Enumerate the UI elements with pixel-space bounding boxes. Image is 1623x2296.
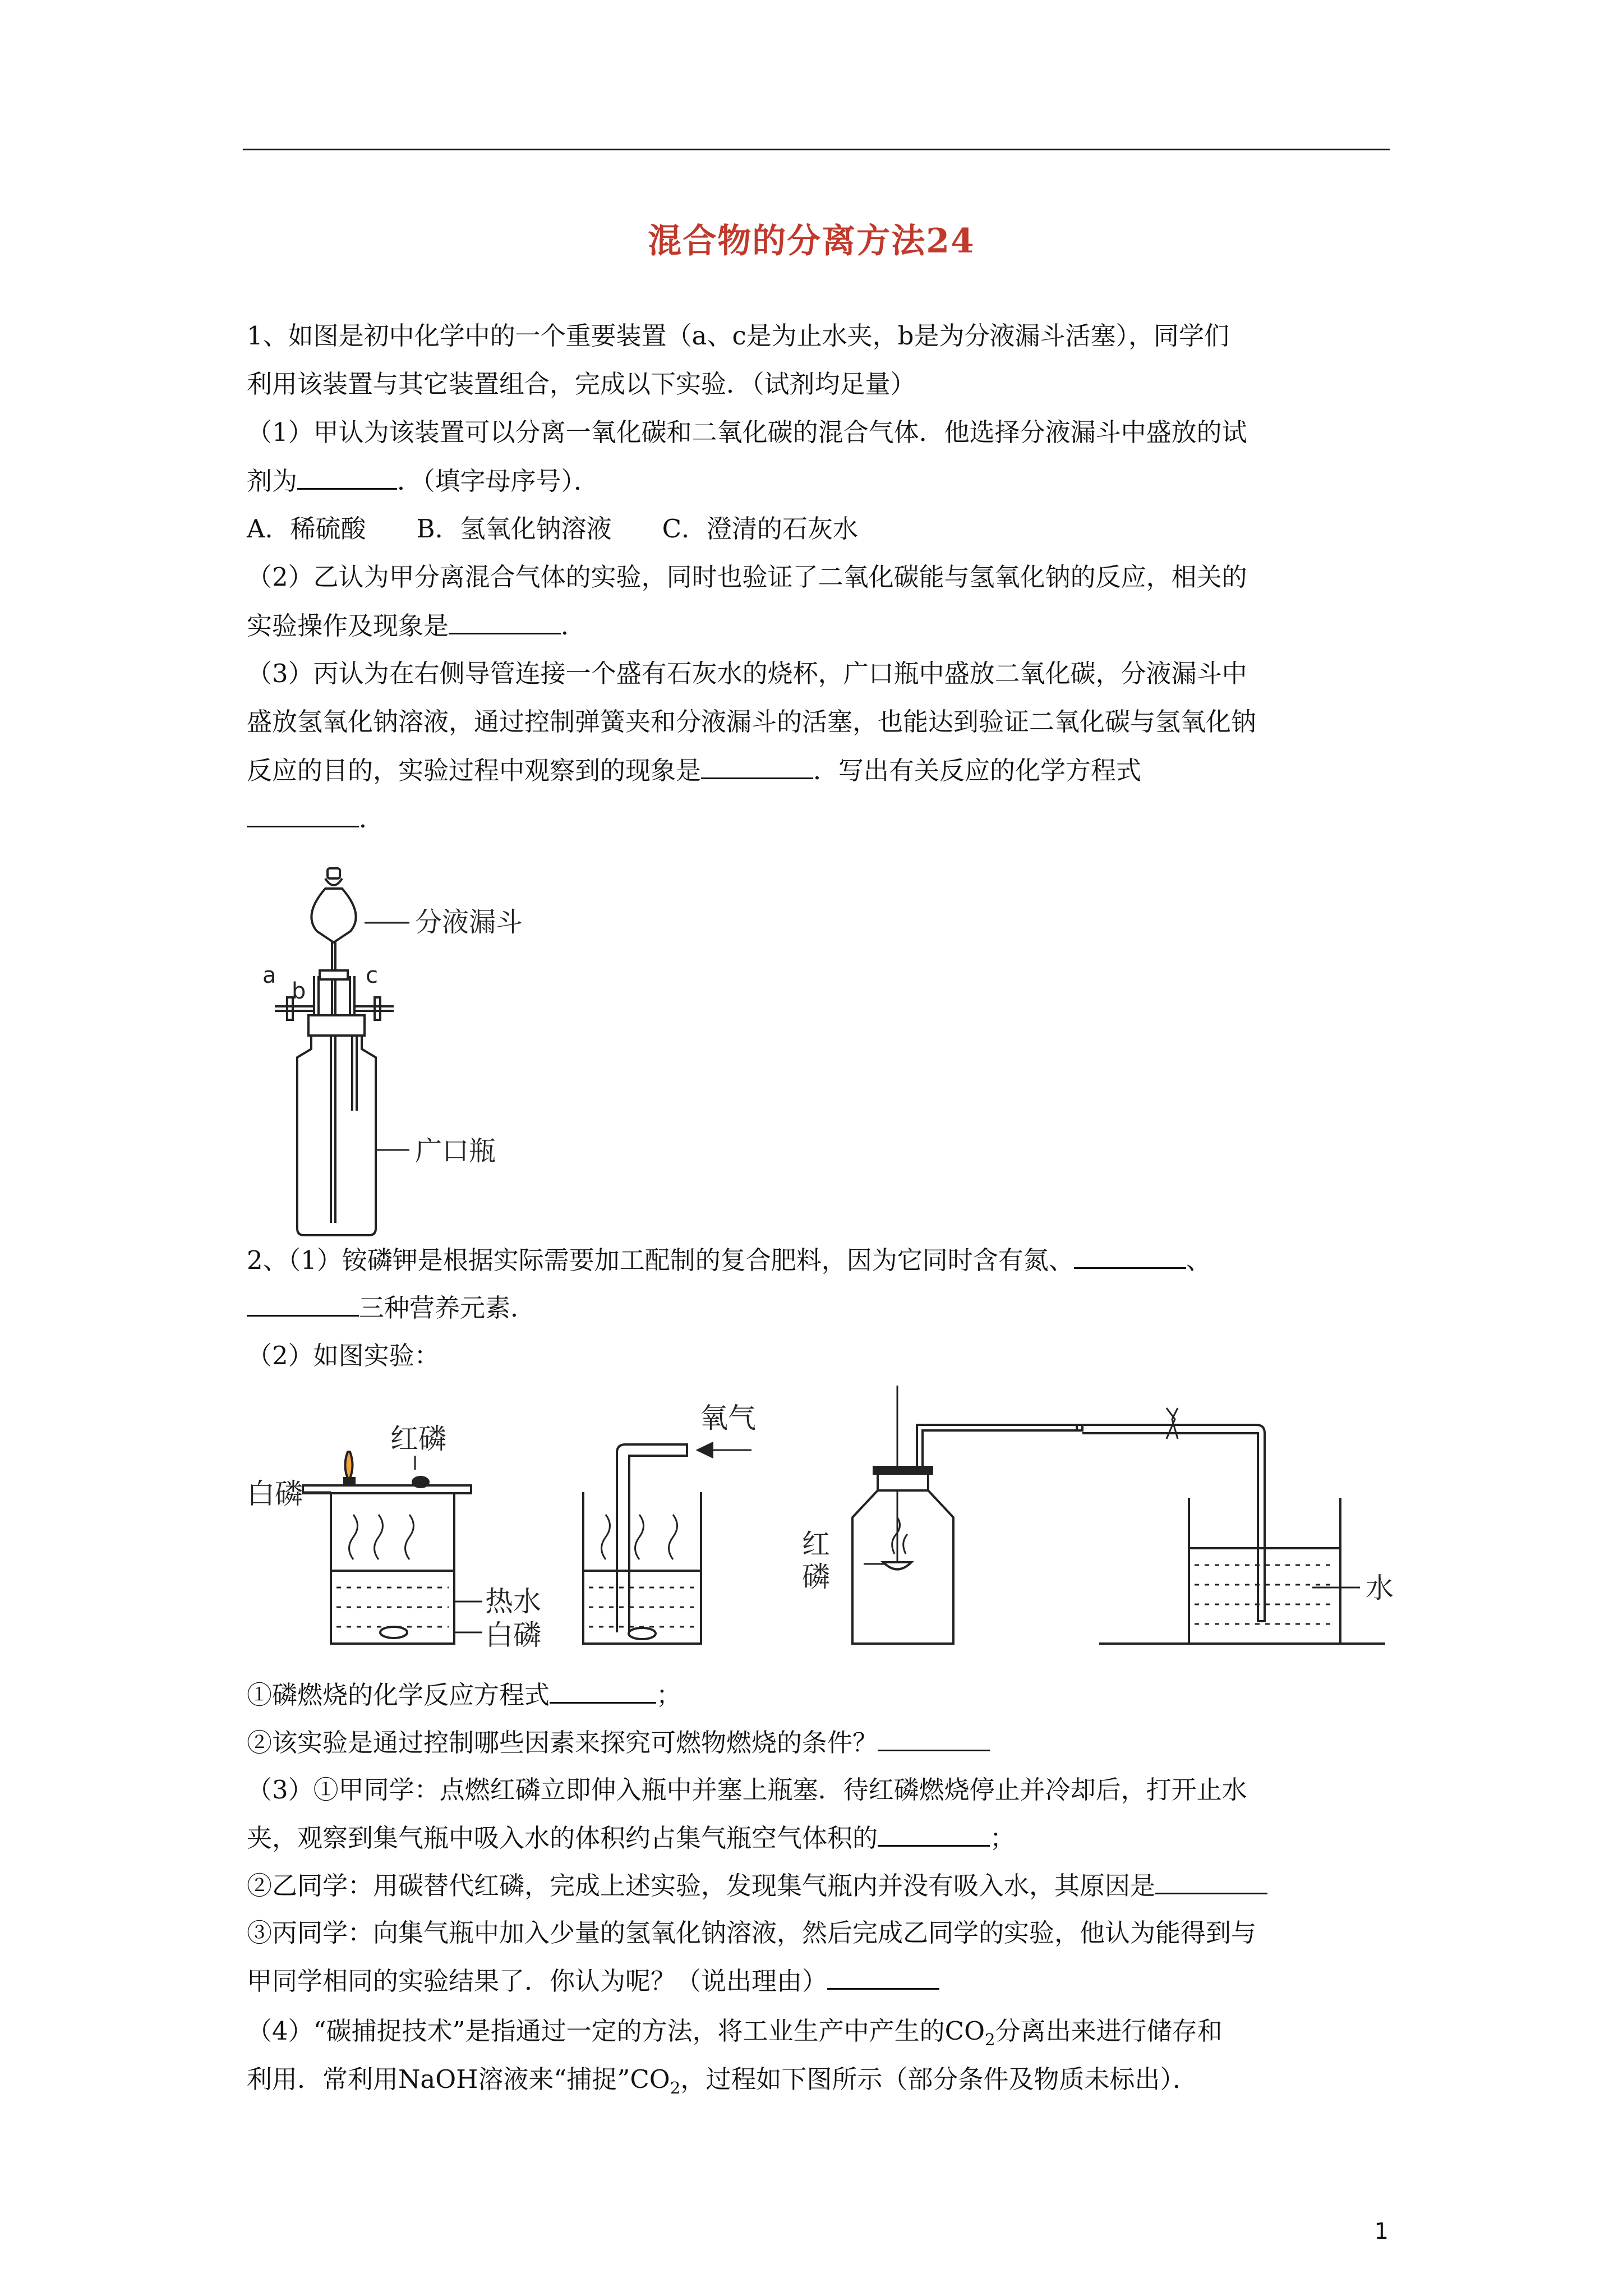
combustion-spoon xyxy=(883,1562,911,1570)
hot-water-label: 热水 xyxy=(485,1585,541,1618)
phosphorus-label: 磷 xyxy=(802,1561,830,1593)
answer-blank[interactable] xyxy=(827,1963,939,1990)
q2-part4-line-1: （4）“碳捕捉技术”是指通过一定的方法，将工业生产中产生的$CO_2$分离出来进行储存和 xyxy=(247,2016,1223,2049)
q1-line-2: 利用该装置与其它装置组合，完成以下实验．（试剂均足量） xyxy=(247,369,916,399)
answer-blank[interactable] xyxy=(449,608,561,634)
clamp-a-label: a xyxy=(262,963,276,988)
answer-blank[interactable] xyxy=(701,753,813,779)
clamp-c xyxy=(375,997,380,1020)
q2-part3-line-4: ③丙同学：向集气瓶中加入少量的氢氧化钠溶液，然后完成乙同学的实验，他认为能得到与 xyxy=(247,1918,1257,1948)
answer-blank[interactable] xyxy=(878,1820,990,1847)
q1-part1-line-2: 剂为 ．（填字母序号）． xyxy=(247,463,599,499)
phosphorus-combustion-figure xyxy=(247,1386,1453,1666)
q1-part3-line-2: 盛放氢氧化钠溶液，通过控制弹簧夹和分液漏斗的活塞，也能达到验证二氧化碳与氢氧化钠 xyxy=(247,707,1257,737)
q2-part3-line-3: ②乙同学：用碳替代红磷，完成上述实验，发现集气瓶内并没有吸入水，其原因是 xyxy=(247,1868,1267,1903)
q1-options: A．稀硫酸 B．氢氧化钠溶液 C．澄清的石灰水 xyxy=(247,514,858,544)
q2-part3-line-5: 甲同学相同的实验结果了．你认为呢？（说出理由） xyxy=(247,1963,939,1999)
connecting-tube xyxy=(917,1425,1082,1467)
funnel-stopper xyxy=(328,868,340,878)
q1-part2-line-2: 实验操作及现象是 ． xyxy=(247,608,586,643)
q2-c2: ②该实验是通过控制哪些因素来探究可燃物燃烧的条件？ xyxy=(247,1725,990,1760)
q2-line-1: 2、（1）铵磷钾是根据实际需要加工配制的复合肥料，因为它同时含有氮、 、 xyxy=(247,1243,1211,1278)
q2-part3-line-1: （3）①甲同学：点燃红磷立即伸入瓶中并塞上瓶塞．待红磷燃烧停止并冷却后，打开止水 xyxy=(247,1775,1247,1805)
rubber-stopper xyxy=(308,1015,365,1036)
answer-blank[interactable] xyxy=(247,801,359,827)
funnel-bulb xyxy=(311,889,356,942)
clamp-c-label: c xyxy=(366,963,378,988)
answer-blank[interactable] xyxy=(1074,1243,1186,1269)
q2-line-3: （2）如图实验： xyxy=(247,1341,440,1370)
red-phosphorus xyxy=(413,1477,428,1487)
oxygen-tube xyxy=(617,1444,687,1632)
q2-c1: ①磷燃烧的化学反应方程式 ； xyxy=(247,1677,681,1713)
white-phosphorus-label: 白磷 xyxy=(247,1478,303,1510)
answer-blank[interactable] xyxy=(247,1290,359,1317)
q1-part2-line-1: （2）乙认为甲分离混合气体的实验，同时也验证了二氧化碳能与氢氧化钠的反应，相关的 xyxy=(247,562,1247,592)
red-label: 红 xyxy=(802,1528,830,1561)
q2-line-2: 三种营养元素． xyxy=(247,1290,536,1326)
q1-part3-line-1: （3）丙认为在右侧导管连接一个盛有石灰水的烧杯，广口瓶中盛放二氧化碳，分液漏斗中 xyxy=(247,659,1247,688)
separatory-funnel-apparatus-figure xyxy=(247,864,561,1251)
q2-part3-line-2: 夹，观察到集气瓶中吸入水的体积约占集气瓶空气体积的 ； xyxy=(247,1820,1015,1856)
beaker-b xyxy=(583,1492,701,1644)
oxygen-label: 氧气 xyxy=(700,1402,756,1434)
white-phosphorus-underwater xyxy=(380,1627,407,1638)
q1-part3-line-3: 反应的目的，实验过程中观察到的现象是 ．写出有关反应的化学方程式 xyxy=(247,753,1141,788)
bottle-label: 广口瓶 xyxy=(415,1135,496,1167)
beaker-a xyxy=(331,1493,454,1644)
answer-blank[interactable] xyxy=(878,1725,990,1751)
q1-line-1: 1、如图是初中化学中的一个重要装置（a、c是为止水夹，b是为分液漏斗活塞），同学们 xyxy=(247,321,1229,351)
funnel-label: 分液漏斗 xyxy=(415,907,523,938)
stopcock-b-label: b xyxy=(292,978,306,1004)
answer-blank[interactable] xyxy=(550,1677,656,1704)
flame-icon xyxy=(345,1452,352,1481)
answer-blank[interactable] xyxy=(1155,1868,1267,1894)
q1-part1-line-1: （1）甲认为该装置可以分离一氧化碳和二氧化碳的混合气体．他选择分液漏斗中盛放的试 xyxy=(247,417,1247,447)
page-title: 混合物的分离方法24 xyxy=(648,222,975,261)
q2-part4-line-2: 利用．常利用NaOH溶液来“捕捉$”CO_2$，过程如下图所示（部分条件及物质未标出）． xyxy=(247,2064,1198,2097)
page-number: 1 xyxy=(1374,2219,1389,2244)
header-rule xyxy=(243,149,1390,150)
stopcock-b xyxy=(320,970,348,979)
white-phosphorus-2-label: 白磷 xyxy=(485,1619,541,1651)
answer-blank[interactable] xyxy=(297,463,397,490)
red-phosphorus-label: 红磷 xyxy=(390,1423,446,1455)
q1-part3-line-4: ． xyxy=(247,801,384,836)
water-label: 水 xyxy=(1366,1572,1394,1604)
